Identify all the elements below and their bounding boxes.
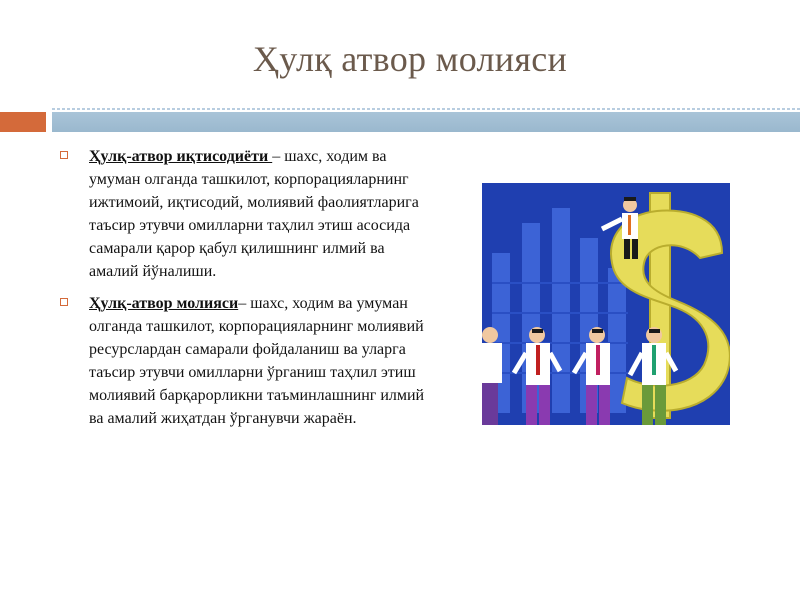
slide-title: Ҳулқ атвор молияси <box>252 39 568 79</box>
bullet-square-icon <box>60 298 68 306</box>
header-divider-bar <box>52 112 800 132</box>
clipart-svg <box>482 183 730 425</box>
bullet-term: Ҳулқ-атвор молияси <box>89 295 239 312</box>
bullet-item <box>60 292 435 430</box>
bullet-text: – шахс, ходим ва умуман олганда ташкилот, корпорацияларнинг ижтимоий, иқтисодий, молиявий фаолиятларига таъсир этувчи омилларни таҳлил этиш асосида самарали қарор қабул қилишнинг илмий ва амалий йўналиши. <box>89 148 419 280</box>
bullet-text: – шахс, ходим ва умуман олганда ташкилот, корпорацияларнинг молиявий ресурслардан самарали фойдаланиш ва уларга таъсир этувчи омилларни ўрганиш таҳлил этиш молиявий барқарорликни таъминлашнинг илмий ва амалий жиҳатдан ўрганувчи жараён. <box>89 295 425 427</box>
bullet-item <box>60 145 435 283</box>
header-accent-bar <box>0 112 46 132</box>
header-divider-dots <box>52 108 800 110</box>
bullet-list <box>60 145 435 439</box>
dollar-sign-people-clipart <box>482 183 730 425</box>
bullet-term: Ҳулқ-атвор иқтисодиёти <box>89 148 273 165</box>
bullet-square-icon <box>60 151 68 159</box>
